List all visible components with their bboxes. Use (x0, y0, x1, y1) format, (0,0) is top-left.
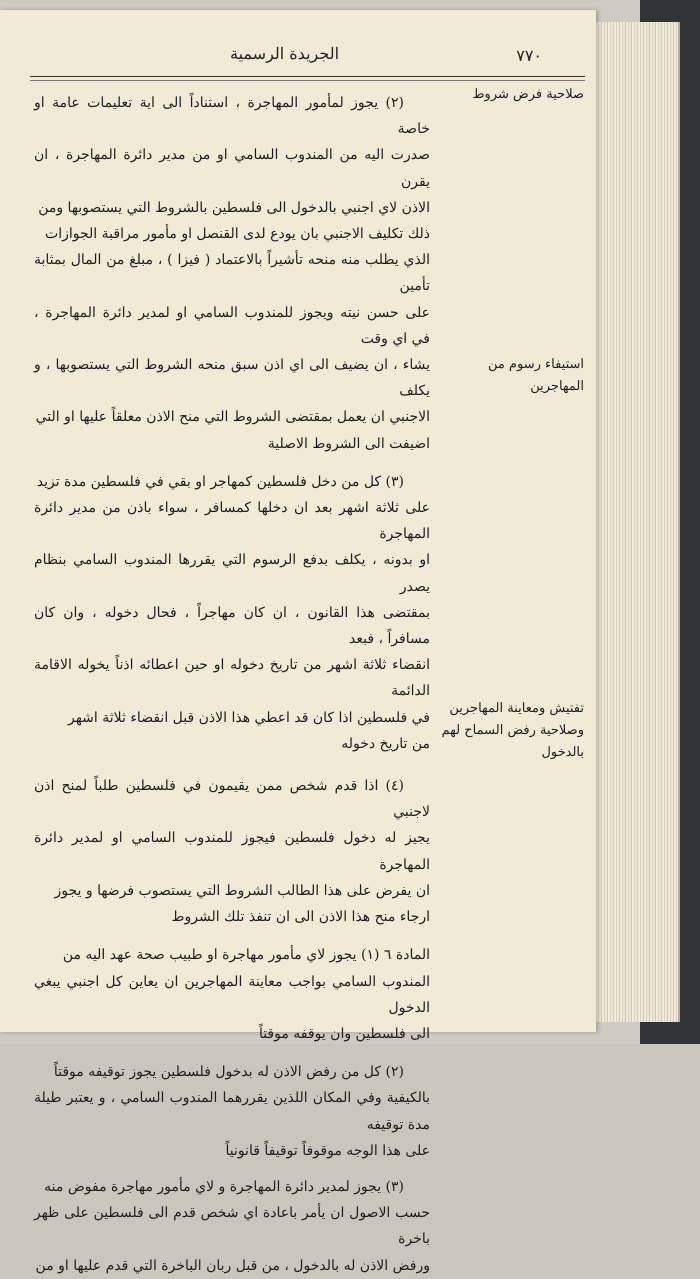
side-note-fees: استيفاء رسوم من المهاجرين (487, 357, 584, 394)
text-line: الاذن لاي اجنبي بالدخول الى فلسطين بالشروط التي يستصوبها ومن (38, 199, 430, 216)
text-line: على هذا الوجه موقوفاً توقيفاً قانونياً (225, 1142, 430, 1159)
text-line: المادة ٦ (١) يجوز لاي مأمور مهاجرة او طبيب صحة عهد اليه من (62, 947, 430, 964)
page-header (0, 38, 596, 78)
text-line: بالكيفية وفي المكان اللذين يقررهما المندوب السامي ، و يعتبر طيلة مدة توقيفه (34, 1090, 430, 1133)
text-line: (٢) كل من رفض الاذن له بدخول فلسطين يجوز توقيفه موقتاً (53, 1064, 404, 1081)
article-6-paragraph-3 (34, 1174, 430, 1279)
paragraph-4 (34, 773, 430, 930)
header-rule (30, 76, 585, 77)
text-line: الذي يطلب منه منحه تأشيراً بالاعتماد ( فيزا ) ، مبلغ من المال بمثابة تأمين (34, 252, 430, 295)
side-note-inspection: تفتيش ومعاينة المهاجرين وصلاحية رفض السماح لهم بالدخول (441, 701, 584, 760)
article-6-paragraph-2 (34, 1059, 430, 1164)
text-line: على حسن نيته ويجوز للمندوب السامي او لمدير دائرة المهاجرة ، في اي وقت (34, 304, 430, 347)
text-line: (٣) كل من دخل فلسطين كمهاجر او بقي في فلسطين مدة تزيد (36, 473, 404, 490)
text-line: او بدونه ، يكلف بدفع الرسوم التي يقررها المندوب السامي بنظام يصدر (34, 552, 430, 595)
text-line: يشاء ، ان يضيف الى اي اذن سبق منحه الشروط التي يستصوبها ، و يكلف (34, 357, 430, 400)
text-line: على ثلاثة اشهر بعد ان دخلها كمسافر ، سواء باذن من مدير دائرة المهاجرة (34, 500, 430, 543)
text-line: في فلسطين اذا كان قد اعطي هذا الاذن قبل انقضاء ثلاثة اشهر (68, 709, 430, 726)
text-line: انقضاء ثلاثة اشهر من تاريخ دخوله او حين اعطائه اذناً يخوله الاقامة الدائمة (34, 657, 430, 700)
text-line: ذلك تكليف الاجنبي بان يودع لدى القنصل او مأمور مراقبة الجوازات (45, 226, 430, 243)
paragraph-2 (34, 90, 430, 457)
text-line: اضيفت الى الشروط الاصلية (267, 435, 430, 452)
text-line: من تاريخ دخوله (341, 735, 430, 752)
text-line: (٢) يجوز لمأمور المهاجرة ، استناداً الى اية تعليمات عامة او خاصة (34, 95, 430, 138)
document-page (0, 10, 596, 1274)
paragraph-3 (34, 469, 430, 757)
header-rule-secondary (30, 80, 585, 81)
text-line: حسب الاصول ان يأمر باعادة اي شخص قدم الى فلسطين على ظهر باخرة (34, 1205, 430, 1248)
text-line: الاجنبي ان يعمل بمقتضى الشروط التي منح الاذن معلقاً عليها او التي (35, 409, 430, 426)
text-line: ان يفرض على هذا الطالب الشروط التي يستصوب فرضها و يجوز (54, 882, 430, 899)
text-line: بمقتضى هذا القانون ، ان كان مهاجراً ، فحال دخوله ، وان كان مسافراً ، فبعد (34, 604, 430, 648)
text-line: صدرت اليه من المندوب السامي او من مدير دائرة المهاجرة ، ان يقرن (34, 147, 430, 190)
page-title: الجريدة الرسمية (230, 44, 340, 63)
text-line: ارجاء منح هذا الاذن الى ان تنفذ تلك الشروط (171, 909, 430, 926)
text-line: (٣) يجوز لمدير دائرة المهاجرة و لاي مأمور مهاجرة مفوض منه (44, 1178, 404, 1195)
text-line: (٤) اذا قدم شخص ممن يقيمون في فلسطين طلباً لمنح اذن لاجنبي (34, 778, 430, 821)
page-stack-edges (590, 22, 680, 1022)
text-line: ورفض الاذن له بالدخول ، من قبل ربان الباخرة التي قدم عليها او من (35, 1257, 430, 1274)
side-note-conditions: صلاحية فرض شروط (472, 87, 584, 102)
article-6-paragraph-1 (34, 942, 430, 1047)
body-text (34, 90, 430, 1279)
page-number: ٧٧٠ (516, 46, 542, 65)
text-line: المندوب السامي بواجب معاينة المهاجرين ان يعاين كل اجنبي يبغي الدخول (34, 973, 430, 1016)
text-line: يجيز له دخول فلسطين فيجوز للمندوب السامي او لمدير دائرة المهاجرة (34, 830, 430, 873)
text-line: الى فلسطين وان يوقفه موقتاً (258, 1025, 430, 1042)
